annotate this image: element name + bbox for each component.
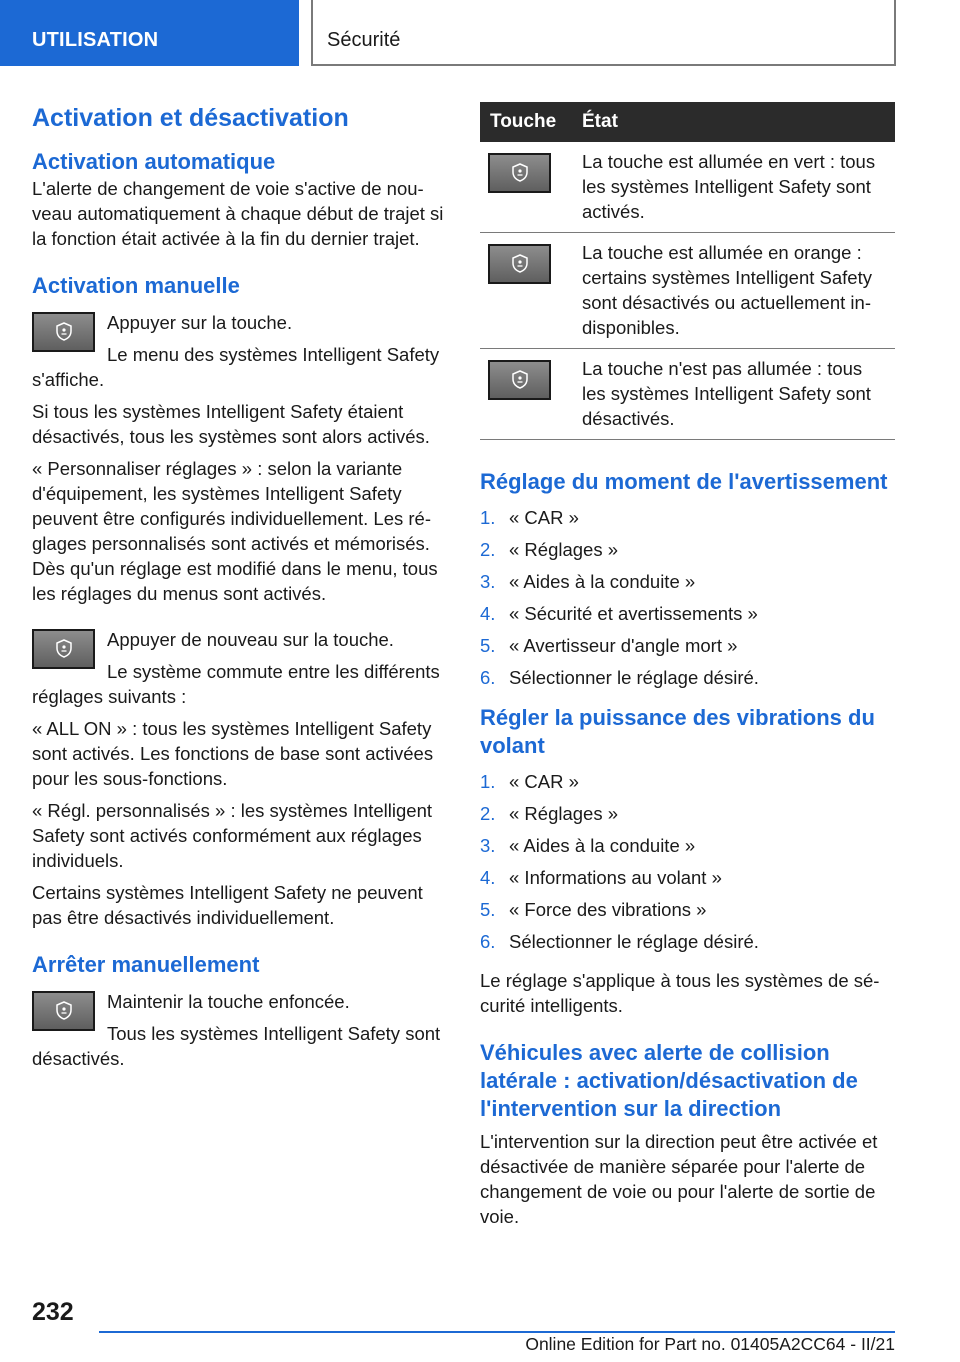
intelligent-safety-button-icon [32, 991, 95, 1031]
list-item: 2. « Réglages » [480, 539, 619, 560]
table-cell-icon [480, 142, 572, 233]
list-item: 6. Sélectionner le réglage désiré. [480, 667, 759, 688]
footer-edition: Online Edition for Part no. 01405A2CC64 - II/21 [525, 1334, 895, 1354]
heading-vibration: Régler la puissance des vibrations du volant [480, 705, 875, 758]
table-cell-icon [480, 233, 572, 349]
stop-p1: Maintenir la touche enfoncée. [107, 991, 350, 1012]
manual-p3: Si tous les systèmes Intelligent Safety étaient désactivés, tous les systèmes sont alors activés. [32, 401, 430, 447]
manual-p1: Appuyer sur la touche. [107, 312, 293, 333]
heading-collision: Véhicules avec alerte de collision latérale : activation/désactivation de l'intervention sur la direction [480, 1040, 858, 1121]
topic-label: Sécurité [327, 29, 401, 51]
manual-step-2 [32, 627, 446, 716]
table-header-row [480, 102, 895, 142]
left-column [32, 102, 446, 1078]
manual-p2: Le menu des systèmes Intelligent Safety s'affiche. [32, 344, 440, 390]
shield-icon [56, 322, 72, 341]
button-state-table [480, 102, 895, 440]
list-item: 5. « Avertisseur d'angle mort » [480, 635, 738, 656]
intelligent-safety-button-icon [488, 244, 551, 284]
manual-p5: Appuyer de nouveau sur la touche. [107, 629, 394, 650]
page-title: Activation et désactivation [32, 104, 349, 132]
footer-divider [99, 1331, 895, 1333]
col-header-button: Touche [480, 102, 572, 142]
heading-auto-activation: Activation automatique [32, 149, 276, 174]
shield-icon [512, 163, 528, 182]
table-row [480, 233, 895, 349]
intelligent-safety-button-icon [488, 153, 551, 193]
manual-p6: Le système commute entre les différents réglages suivants : [32, 661, 440, 707]
topic-tab [311, 0, 896, 66]
heading-manual-stop: Arrêter manuellement [32, 952, 260, 977]
manual-p7: « ALL ON » : tous les systèmes Intelligent Safety sont activés. Les fonctions de base sont activées pour les sous-fonctions. [32, 718, 434, 789]
col-header-state: État [572, 102, 895, 142]
auto-activation-text: L'alerte de changement de voie s'active de nouveau automatiquement à chaque début de trajet si la fonction était activée à la fin du dernier trajet. [32, 178, 444, 249]
shield-icon [56, 1001, 72, 1020]
list-item: 1. « CAR » [480, 507, 579, 528]
list-item: 1. « CAR » [480, 771, 579, 792]
shield-icon [56, 639, 72, 658]
intelligent-safety-button-icon [32, 312, 95, 352]
heading-manual-activation: Activation manuelle [32, 273, 240, 298]
manual-p9: Certains systèmes Intelligent Safety ne peuvent pas être désactivés individuellement. [32, 882, 423, 928]
list-item: 5. « Force des vibrations » [480, 899, 707, 920]
list-item: 4. « Sécurité et avertissements » [480, 603, 758, 624]
manual-p4: « Personnaliser réglages » : selon la variante d'équipement, les systèmes Intelligent Safety peuvent être configurés individuellement. Les réglages personnalisés sont activés et mémorisés. Dès qu'un réglage est modifié dans le menu, tous les réglages du menus sont activés. [32, 458, 438, 604]
list-item: 3. « Aides à la conduite » [480, 571, 696, 592]
manual-step-1 [32, 310, 446, 399]
vibration-steps [480, 766, 895, 958]
table-cell-state: La touche n'est pas allumée : tous les systèmes Intelligent Safety sont désactivés. [572, 349, 895, 440]
list-item: 2. « Réglages » [480, 803, 619, 824]
table-row [480, 349, 895, 440]
page-number: 232 [32, 1298, 74, 1326]
timing-steps [480, 502, 895, 694]
collision-text: L'intervention sur la direction peut être activée et désactivée de manière séparée pour l'alerte de changement de voie ou pour l'alerte de sortie de voie. [480, 1131, 878, 1227]
vibration-note: Le réglage s'applique à tous les systèmes de sécurité intelligents. [480, 970, 880, 1016]
intelligent-safety-button-icon [488, 360, 551, 400]
section-tab [0, 0, 299, 66]
table-cell-icon [480, 349, 572, 440]
heading-warning-timing: Réglage du moment de l'avertissement [480, 469, 888, 494]
intelligent-safety-button-icon [32, 629, 95, 669]
list-item: 3. « Aides à la conduite » [480, 835, 696, 856]
shield-icon [512, 370, 528, 389]
stop-step [32, 989, 446, 1078]
table-cell-state: La touche est allumée en orange : certains systèmes Intelligent Safety sont désactivés ou actuellement indisponibles. [572, 233, 895, 349]
page-header [0, 0, 960, 66]
list-item: 6. Sélectionner le réglage désiré. [480, 931, 759, 952]
table-cell-state: La touche est allumée en vert : tous les systèmes Intelligent Safety sont activés. [572, 142, 895, 233]
right-column [480, 102, 895, 1236]
manual-p8: « Régl. personnalisés » : les systèmes Intelligent Safety sont activés conformément aux réglages individuels. [32, 800, 433, 871]
section-label: UTILISATION [32, 29, 159, 51]
list-item: 4. « Informations au volant » [480, 867, 722, 888]
table-row [480, 142, 895, 233]
stop-p2: Tous les systèmes Intelligent Safety sont désactivés. [32, 1023, 441, 1069]
shield-icon [512, 254, 528, 273]
